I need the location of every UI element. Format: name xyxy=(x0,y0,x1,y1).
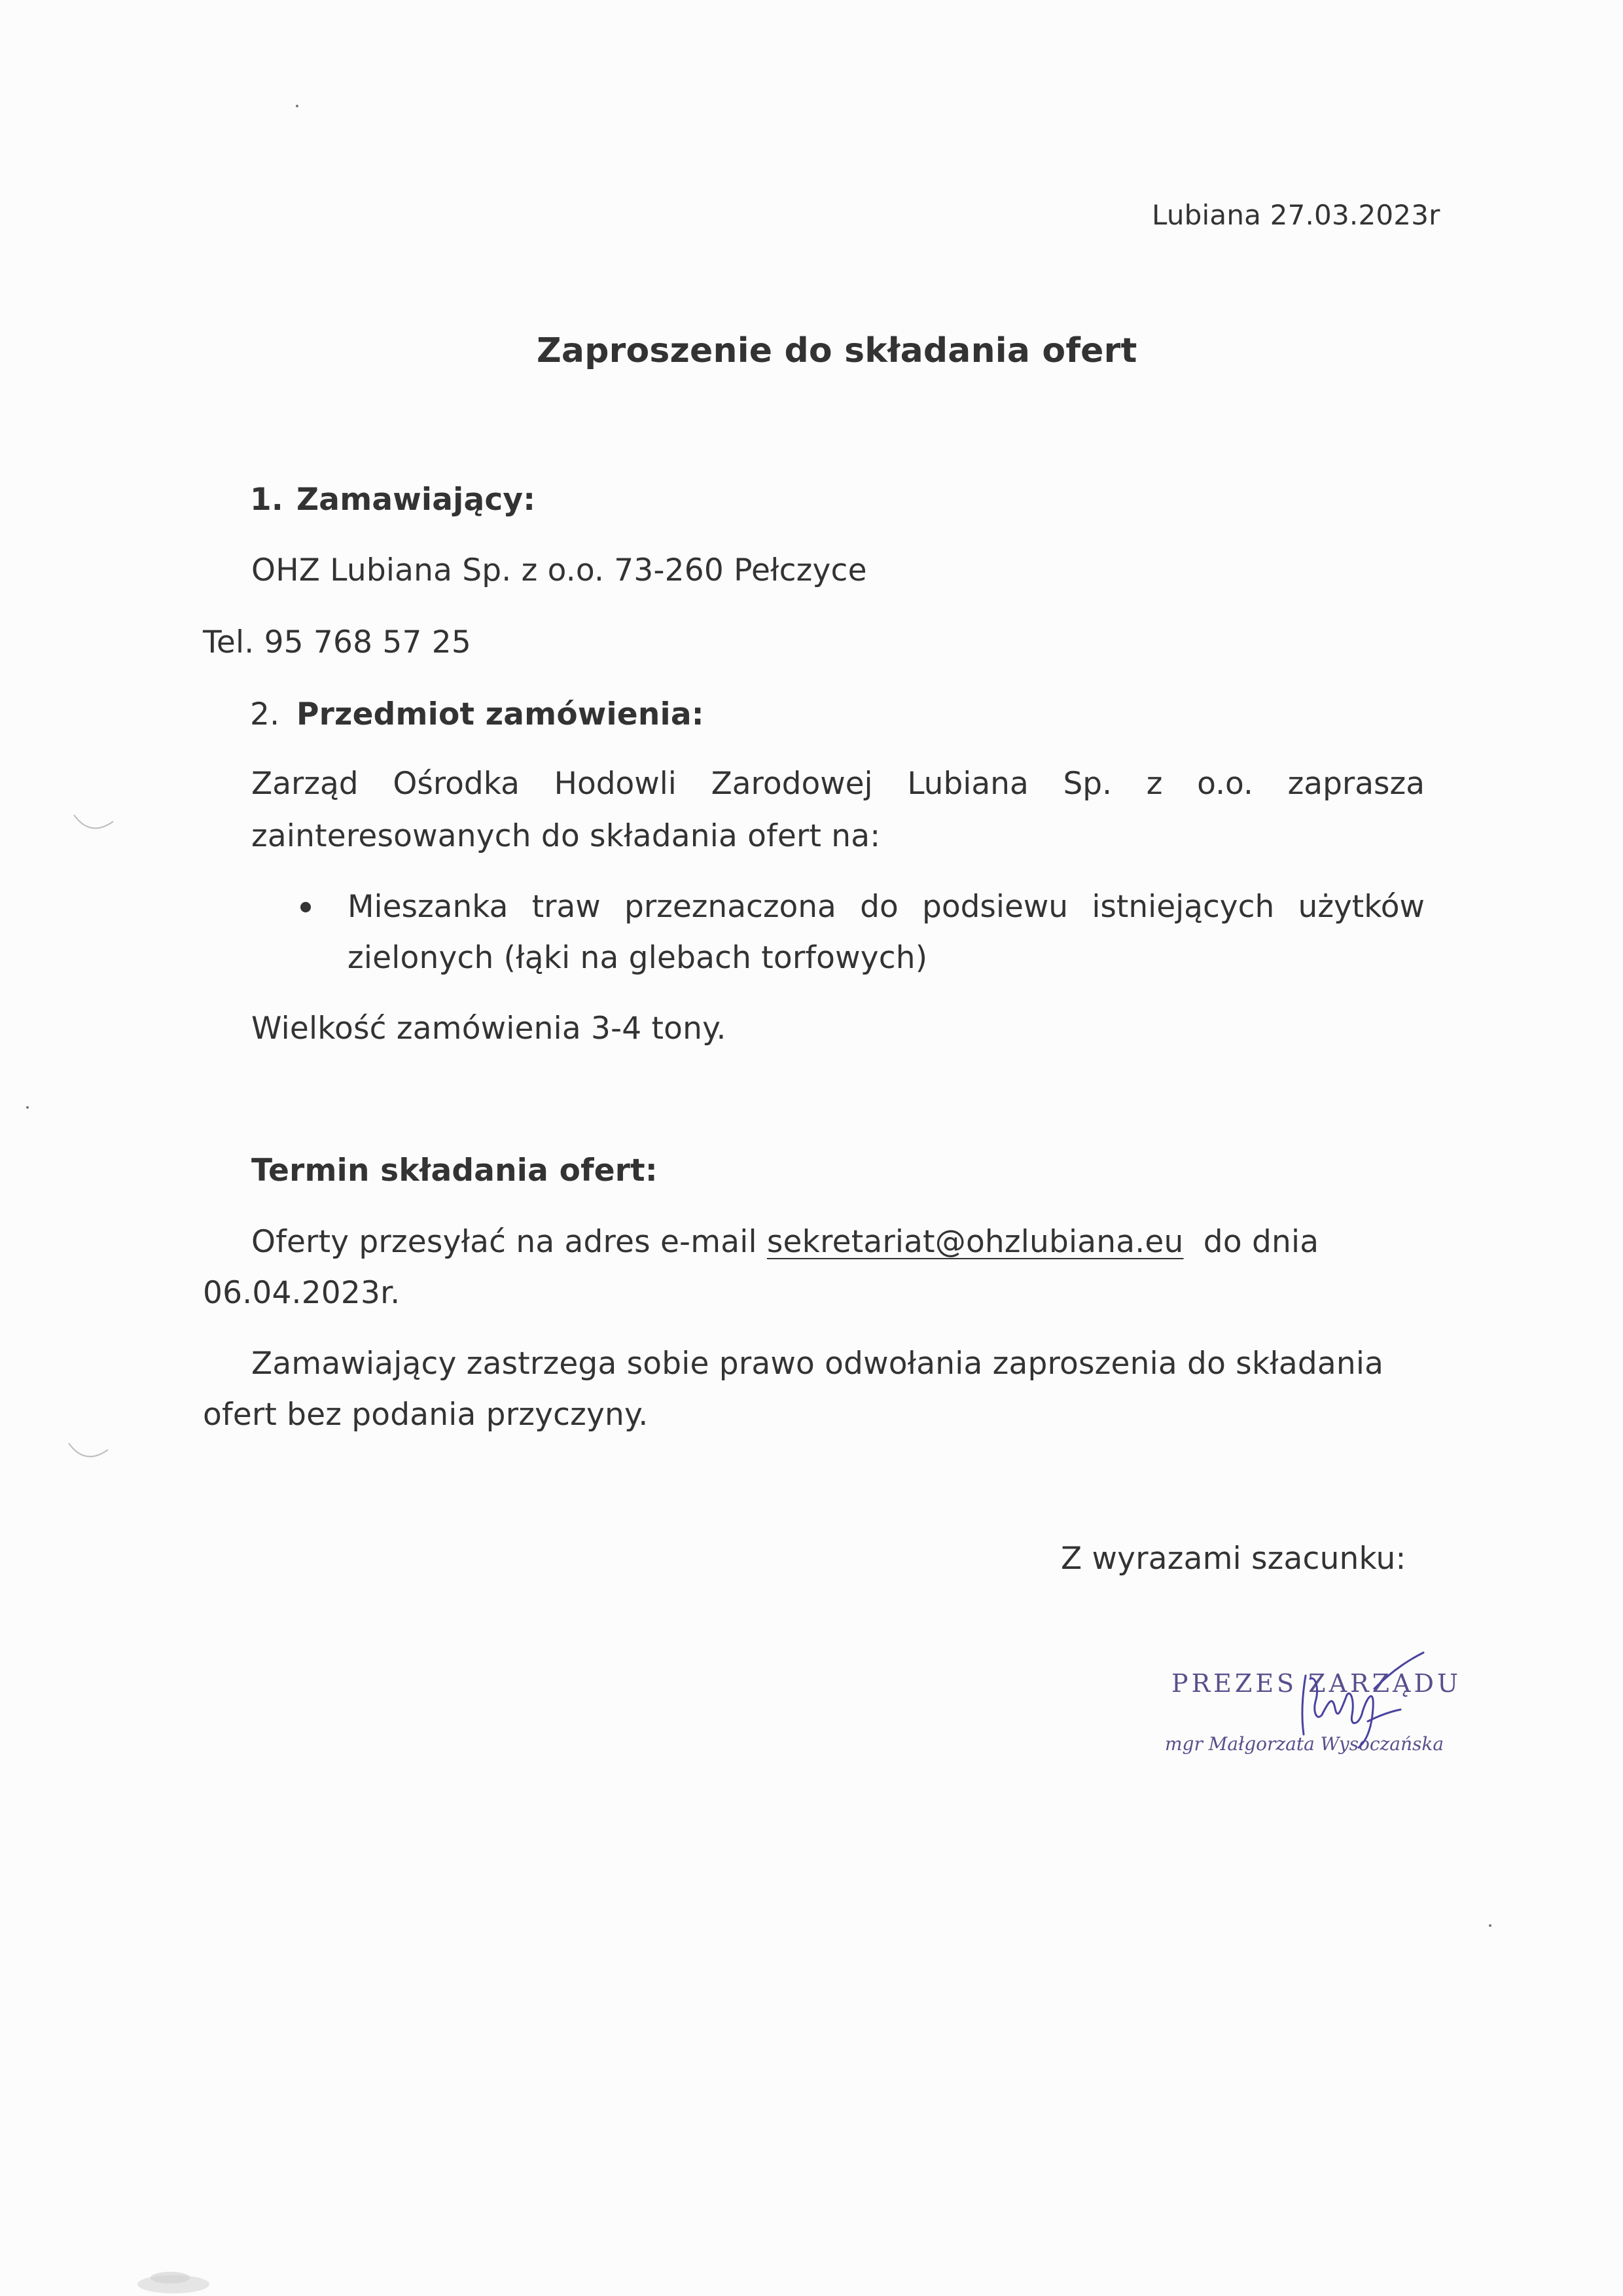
bullet-item-line-2: zielonych (łąki na glebach torfowych) xyxy=(348,940,928,976)
email-link[interactable]: sekretariat@ohzlubiana.eu xyxy=(766,1224,1184,1260)
section-2-heading: Przedmiot zamówienia: xyxy=(296,696,704,732)
deadline-date: 06.04.2023r. xyxy=(203,1275,401,1311)
punch-hole-mark-icon xyxy=(65,1440,111,1466)
president-stamp xyxy=(1158,1649,1459,1774)
stamp-name: mgr Małgorzata Wysoczańska xyxy=(1165,1733,1444,1755)
bullet-icon xyxy=(300,902,311,912)
document-date: Lubiana 27.03.2023r xyxy=(1152,199,1440,231)
invitation-word: Hodowli xyxy=(554,766,677,802)
scan-smudge-icon xyxy=(131,2251,216,2296)
buyer-address: OHZ Lubiana Sp. z o.o. 73-260 Pełczyce xyxy=(251,552,867,588)
section-2-number: 2. xyxy=(250,696,280,732)
scan-speck xyxy=(26,1106,29,1109)
invitation-word: Ośrodka xyxy=(393,766,520,802)
stamp-title: PREZES ZARZĄDU xyxy=(1171,1669,1461,1698)
bullet-word: traw xyxy=(531,889,601,925)
handwritten-signature-icon xyxy=(1270,1649,1440,1774)
punch-hole-mark-icon xyxy=(71,812,116,838)
reservation-line-2: ofert bez podania przyczyny. xyxy=(203,1397,649,1433)
invitation-word: z xyxy=(1146,766,1163,802)
bullet-word: przeznaczona xyxy=(624,889,836,925)
bullet-word: użytków xyxy=(1298,889,1425,925)
bullet-item-line-1 xyxy=(348,889,1425,925)
scan-speck xyxy=(1489,1924,1491,1927)
invitation-word: Sp. xyxy=(1063,766,1113,802)
bullet-word: istniejących xyxy=(1092,889,1275,925)
bullet-word: podsiewu xyxy=(921,889,1069,925)
invitation-word: Lubiana xyxy=(907,766,1029,802)
invitation-word: Zarodowej xyxy=(711,766,873,802)
invitation-word: o.o. xyxy=(1197,766,1253,802)
invitation-word: zaprasza xyxy=(1287,766,1425,802)
invitation-line-2: zainteresowanych do składania ofert na: xyxy=(251,818,881,854)
scan-speck xyxy=(296,105,298,107)
invitation-line-1 xyxy=(251,766,1425,802)
buyer-phone: Tel. 95 768 57 25 xyxy=(203,624,471,660)
offers-text-after: do dnia xyxy=(1183,1224,1319,1260)
document-title: Zaproszenie do składania ofert xyxy=(537,331,1137,370)
order-quantity: Wielkość zamówienia 3-4 tony. xyxy=(251,1011,726,1047)
bullet-word: do xyxy=(860,889,899,925)
offers-instruction xyxy=(251,1224,1319,1260)
closing-salutation: Z wyrazami szacunku: xyxy=(1061,1541,1406,1577)
offers-text: Oferty przesyłać na adres e-mail xyxy=(251,1224,767,1260)
section-1-heading: Zamawiający: xyxy=(296,482,536,518)
section-1-number: 1. xyxy=(250,482,283,518)
reservation-line-1: Zamawiający zastrzega sobie prawo odwołania zaproszenia do składania xyxy=(251,1346,1384,1382)
invitation-word: Zarząd xyxy=(251,766,359,802)
bullet-word: Mieszanka xyxy=(348,889,508,925)
deadline-heading: Termin składania ofert: xyxy=(251,1153,658,1189)
